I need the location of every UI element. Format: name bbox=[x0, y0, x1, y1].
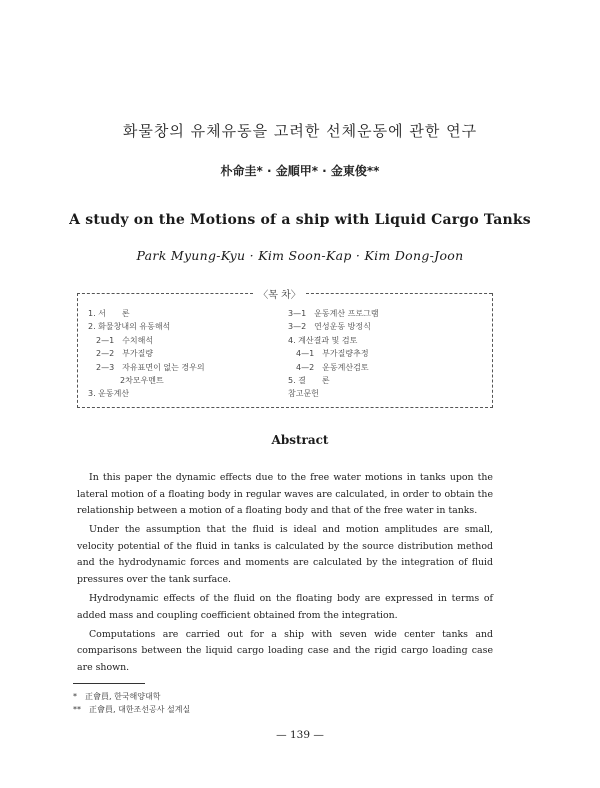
toc-item: 3—1 운동계산 프로그램 bbox=[288, 309, 379, 318]
toc-heading: 〈목 차〉 bbox=[258, 290, 301, 301]
authors-korean: 朴命圭* · 金順甲* · 金東俊** bbox=[220, 164, 380, 178]
authors-english: Park Myung-Kyu · Kim Soon-Kap · Kim Dong-Joon bbox=[136, 248, 464, 263]
toc-item: 2—1 수치해석 bbox=[88, 335, 154, 345]
abstract-paragraph: Computations are carried out for a ship with seven wide center tanks and comparisons between the liquid cargo loading case and the rigid cargo loading case are shown. bbox=[77, 628, 493, 673]
footnote-rule bbox=[73, 683, 145, 684]
toc-item: 4. 계산결과 및 검토 bbox=[288, 335, 358, 345]
toc-item: 3. 운동계산 bbox=[88, 389, 130, 399]
abstract-heading: Abstract bbox=[271, 433, 329, 447]
toc-top-border-left bbox=[77, 293, 253, 294]
toc-left-column bbox=[88, 307, 205, 401]
toc-item: 2. 화물창내의 유동해석 bbox=[88, 322, 171, 332]
footnotes bbox=[73, 690, 190, 716]
footnote-2: ** 正會員, 대한조선공사 설계실 bbox=[73, 705, 191, 714]
page-number: — 139 — bbox=[276, 729, 324, 741]
abstract-paragraph: Hydrodynamic effects of the fluid on the floating body are expressed in terms of added mass and coupling coefficient obtained from the integration. bbox=[77, 592, 493, 621]
abstract-body bbox=[77, 470, 493, 679]
toc-item: 4—2 운동계산검토 bbox=[288, 362, 369, 372]
toc-item: 2—2 부가질량 bbox=[88, 349, 154, 359]
toc-item: 2차모우멘트 bbox=[88, 376, 164, 386]
paper-title-english: A study on the Motions of a ship with Liquid Cargo Tanks bbox=[69, 212, 531, 228]
paper-title-korean: 화물창의 유체유동을 고려한 선체운동에 관한 연구 bbox=[122, 122, 478, 140]
toc-item: 1. 서 론 bbox=[88, 309, 130, 318]
toc-right-column bbox=[288, 307, 379, 401]
toc-top-border-right bbox=[306, 293, 492, 294]
footnote-1: * 正會員, 한국해양대학 bbox=[73, 692, 161, 701]
toc-item: 3—2 연성운동 방정식 bbox=[288, 322, 371, 332]
abstract-paragraph: In this paper the dynamic effects due to the free water motions in tanks upon the lateral motion of a floating body in regular waves are calculated, in order to obtain the relationship between a motion of a floating body and that of the free water in tanks. bbox=[77, 472, 493, 517]
toc-item: 2—3 자유표면이 없는 경우의 bbox=[88, 362, 205, 372]
toc-item: 참고문헌 bbox=[288, 389, 319, 399]
toc-item: 5. 결 론 bbox=[288, 376, 330, 386]
toc-item: 4—1 부가질량추정 bbox=[288, 349, 369, 359]
abstract-paragraph: Under the assumption that the fluid is ideal and motion amplitudes are small, velocity potential of the fluid in tanks is calculated by the source distribution method and the hydrodynamic forces and moments are calculated by the integration of fluid pressures over the tank surface. bbox=[77, 524, 493, 585]
